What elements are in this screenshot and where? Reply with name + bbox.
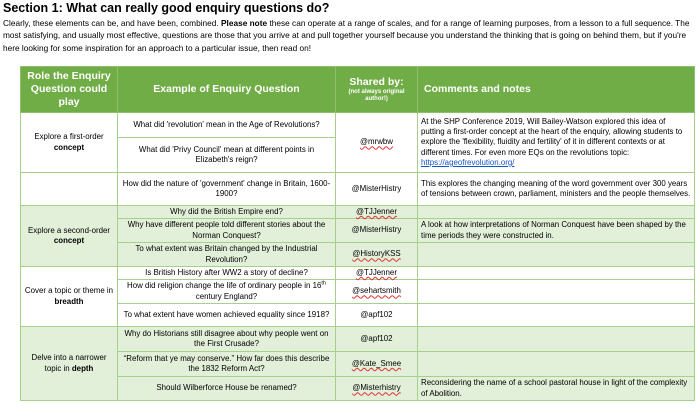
role-keyword: concept [53,236,85,245]
ordinal-suffix: th [321,280,326,287]
role-keyword: concept [53,142,85,152]
table-row [21,280,695,304]
shared-handle[interactable]: @MisterHistry [351,183,402,193]
comment-cell [418,267,695,280]
intro-text-a: Clearly, these elements can be, and have been, combined. [3,18,219,28]
role-cell [21,327,118,401]
comment-cell: A look at how interpretations of Norman Conquest have been shaped by the time periods they were constructed in. [418,219,695,243]
question-cell: What did 'Privy Council' mean at different points in Elizabeth's reign? [118,138,336,173]
table-row [21,173,695,206]
question-cell: Why do Historians still disagree about why people went on the First Crusade? [118,327,336,352]
shared-handle[interactable]: @Misterhistry [352,383,401,393]
role-cell [21,206,118,267]
shared-cell [336,173,418,206]
header-comments: Comments and notes [418,67,695,113]
role-text: Explore a first-order [34,132,104,142]
question-cell: How did the nature of 'government' change in Britain, 1600-1900? [118,173,336,206]
question-cell: Is British History after WW2 a story of decline? [118,267,336,280]
header-shared [336,67,418,113]
shared-cell [336,113,418,173]
table-row [21,377,695,401]
question-cell: What did 'revolution' mean in the Age of Revolutions? [118,113,336,138]
role-cell [21,267,118,327]
comment-cell [418,280,695,304]
header-example: Example of Enquiry Question [118,67,336,113]
question-text-end: century England? [195,291,258,301]
question-cell: “Reform that ye may conserve.” How far does this describe the 1832 Reform Act? [118,352,336,377]
header-shared-label: Shared by: [349,76,404,88]
shared-cell [336,377,418,401]
question-cell: To what extent was Britain changed by the Industrial Revolution? [118,243,336,267]
question-cell: To what extent have women achieved equality since 1918? [118,304,336,327]
comment-cell [418,206,695,219]
shared-cell [336,206,418,219]
table-row [21,113,695,138]
table-row [21,352,695,377]
header-role: Role the Enquiry Question could play [21,67,118,113]
intro-paragraph [3,17,693,54]
table-row [21,243,695,267]
table-row [21,267,695,280]
shared-cell [336,304,418,327]
comment-cell [418,113,695,173]
role-cell [21,113,118,173]
shared-cell [336,243,418,267]
header-shared-note: (not always original author!) [348,89,405,102]
shared-handle[interactable]: @MisterHistry [351,225,402,235]
shared-cell [336,327,418,352]
shared-handle[interactable]: @mrwbw [360,137,393,147]
comment-text: At the SHP Conference 2019, Will Bailey-Watson explored this idea of putting a first-order concept at the heart of the enquiry, allowing students to explore the 'flexibility, fluidity and fertility' of it in different contexts or at different times. For even more EQs on the revolutions topic: [421,116,683,157]
intro-text-b: these can operate at a range of scales, and for a range of learning purposes, from a lesson to a full sequence. The most satisfying, and usually most effective, questions are those that you arrive at and pull together yourself because you understand the thinking that is going on behind them, but if you're here looking for some inspiration for an approach to a particular issue, then read on! [3,18,690,53]
age-of-revolution-link[interactable]: https://ageofrevolution.org/ [421,157,515,167]
intro-please-note: Please note [221,18,268,28]
question-cell: Why have different people told different stories about the Norman Conquest? [118,219,336,243]
comment-cell [418,352,695,377]
role-keyword: breadth [54,296,84,306]
table-row [21,304,695,327]
shared-cell [336,352,418,377]
role-text: Explore a second-order [27,225,111,235]
comment-cell: This explores the changing meaning of the word government over 300 years of tensions between crown, parliament, ministers and the people themselves. [418,173,695,206]
question-text: How did religion change the life of ordinary people in 16 [127,281,322,291]
table-row [21,327,695,352]
question-cell: Why did the British Empire end? [118,206,336,219]
shared-cell [336,280,418,304]
comment-cell [418,327,695,352]
shared-handle[interactable]: @TJJenner [356,206,397,216]
table-row [21,219,695,243]
role-cell-cont [21,173,118,206]
question-cell [118,280,336,304]
role-keyword: depth [71,363,94,373]
role-text: Cover a topic or theme in [24,286,114,296]
shared-handle[interactable]: @TJJenner [356,267,397,277]
table-row [21,206,695,219]
shared-cell [336,267,418,280]
shared-handle[interactable]: @Kate_Smee [351,358,402,368]
shared-handle[interactable]: @apf102 [360,333,393,343]
enquiry-questions-table [20,66,695,401]
comment-cell [418,304,695,327]
question-cell: Should Wilberforce House be renamed? [118,377,336,401]
section-title: Section 1: What can really good enquiry questions do? [3,1,330,15]
shared-handle[interactable]: @apf102 [360,309,393,319]
shared-cell [336,219,418,243]
comment-cell: Reconsidering the name of a school pastoral house in light of the complexity of Abolition. [418,377,695,401]
shared-handle[interactable]: @HistoryKSS [352,249,401,259]
table-header-row [21,67,695,113]
comment-cell [418,243,695,267]
role-text: Delve into a narrower topic in [31,353,107,373]
shared-handle[interactable]: @sehartsmith [352,286,401,296]
